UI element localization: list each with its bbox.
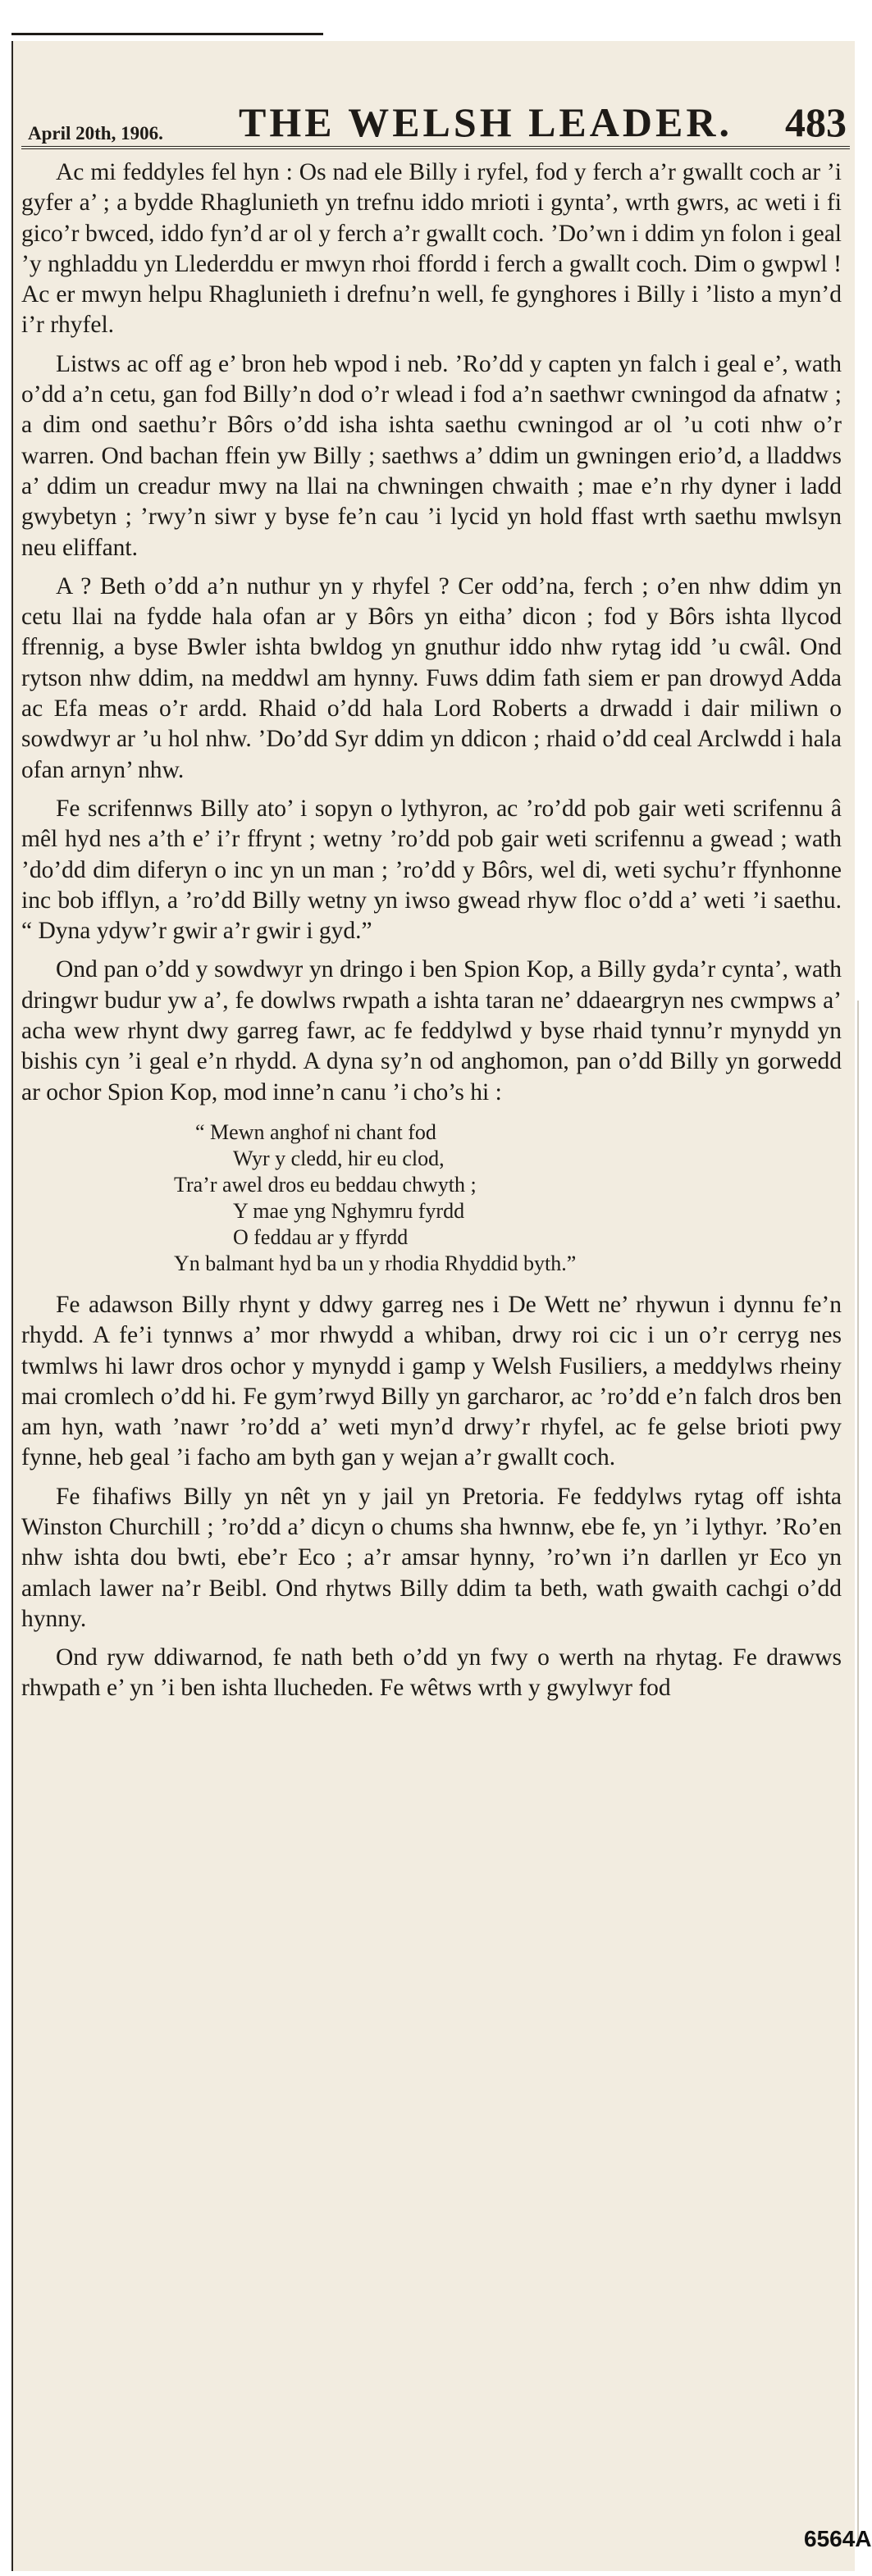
masthead-title: THE WELSH LEADER.: [239, 99, 733, 145]
poem-line: Wyr y cledd, hir eu clod,: [233, 1146, 445, 1170]
poem-line: Yn balmant hyd ba un y rhodia Rhyddid byth.”: [174, 1251, 577, 1275]
article-paragraph: Fe fihafiws Billy yn nêt yn y jail yn Pretoria. Fe feddylws rytag off ishta Winston Churchill ; ’ro’dd a’ dicyn o chums sha hwnnw, ebe fe, yn ’i lythyr. ’Ro’en nhw ishta dou bwti, ebe’r Eco ; a’r amsar hynny, ’ro’wn i’n darllen yr Eco yn amlach lawer na’r Beibl. Ond rhytws Billy ddim ta beth, wath gwaith cachgi o’dd hynny.: [21, 1483, 842, 1632]
poem: [21, 1119, 842, 1277]
article-paragraph: Ac mi feddyles fel hyn : Os nad ele Billy i ryfel, fod y ferch a’r gwallt coch ar ’i gyfer a’ ; a bydde Rhaglunieth yn trefnu iddo mrioti i gynta’, wrth gwrs, ac weti i fi gico’r bwced, iddo fyn’d ar ol y ferch a’r gwallt coch. ’Do’wn i ddim yn folon i geal ’y nghladdu yn Llederddu er mwyn rhoi ffordd i ferch a gwallt coch. Dim o gwpwl ! Ac er mwyn helpu Rhaglunieth i drefnu’n well, fe gynghores i Billy i ’listo a myn’d i’r rhyfel.: [21, 159, 842, 339]
newspaper-clipping: [11, 41, 855, 2571]
poem-line: Tra’r awel dros eu beddau chwyth ;: [174, 1172, 477, 1197]
article-column: [21, 157, 842, 1712]
poem-line: Y mae yng Nghymru fyrdd: [233, 1198, 465, 1223]
masthead-date: April 20th, 1906.: [28, 123, 163, 144]
article-paragraph: Fe adawson Billy rhynt y ddwy garreg nes i De Wett ne’ rhywun i dynnu fe’n rhydd. A fe’i tynnws a’ mor rhwydd a whiban, drwy roi cic i un o’r cerryg nes twmlws hi lawr dros ochor y mynydd i gamp y Welsh Fusiliers, a meddylws rheiny mai cromlech o’dd hi. Fe gym’rwyd Billy yn garcharor, ac ’ro’dd e’n falch dros ben am hyn, wath ’nawr ’ro’dd a’ weti myn’d drwy’r rhyfel, ac fe gelse brioti pwy fynne, heb geal ’i facho am byth gan y wejan a’r gwallt coch.: [21, 1291, 842, 1471]
reference-number: 6564A: [804, 2526, 872, 2551]
poem-line: O feddau ar y ffyrdd: [233, 1224, 409, 1249]
article-paragraph: Ond pan o’dd y sowdwyr yn dringo i ben Spion Kop, a Billy gyda’r cynta’, wath dringwr budur yw a’, fe dowlws rwpath a ishta taran ne’ ddaeargryn nes cwmpws a’ acha wew rhynt dwy garreg fawr, ac fe feddylwd y byse rhaid tynnu’r mynydd yn bishis cyn ’i geal e’n rhydd. A dyna sy’n od anghomon, pan o’dd Billy yn gorwedd ar ochor Spion Kop, mod inne’n canu ’i cho’s hi :: [21, 956, 842, 1106]
masthead: [21, 95, 850, 149]
top-rule: [11, 33, 323, 35]
column-divider: [857, 1001, 859, 2542]
article-paragraph: Listws ac off ag e’ bron heb wpod i neb. ’Ro’dd y capten yn falch i geal e’, wath o’dd a’n cetu, gan fod Billy’n dod o’r wlead i fod a’n saethwr cwningod da afnatw ; a dim ond saethu’r Bôrs o’dd isha ishta saethu cwningod ar ol ’u coti nhw o’r warren. Ond bachan ffein yw Billy ; saethws a’ ddim un gwningen erio’d, a lladdws a’ ddim un creadur mwy na llai na chwningen chwaith ; mae e’n rhy dyner i ladd gwybetyn ; ’rwy’n siwr y byse fe’n cau ’i lycid yn hold ffast wrth saethu mwlsyn neu eliffant.: [21, 350, 842, 561]
article-paragraph: Fe scrifennws Billy ato’ i sopyn o lythyron, ac ’ro’dd pob gair weti scrifennu â mêl hyd nes a’th e’ i’r ffrynt ; wetny ’ro’dd pob gair weti scrifennu a gwead ; wath ’do’dd dim diferyn o inc yn un man ; ’ro’dd y Bôrs, wel di, weti sychu’r ffynhonne inc bob ifflyn, a ’ro’dd Billy wetny yn iwso gwead rhyw floc o’dd a’ weti ’i saethu. “ Dyna ydyw’r gwir a’r gwir i gyd.”: [21, 795, 842, 945]
article-paragraph: Ond ryw ddiwarnod, fe nath beth o’dd yn fwy o werth na rhytag. Fe drawws rhwpath e’ yn ’i ben ishta llucheden. Fe wêtws wrth y gwylwyr fod: [21, 1644, 842, 1702]
masthead-page-number: 483: [785, 99, 847, 145]
article-paragraph: A ? Beth o’dd a’n nuthur yn y rhyfel ? Cer odd’na, ferch ; o’en nhw ddim yn cetu llai na fydde hala ofan ar y Bôrs yn eitha’ dicon ; fod y Bôrs ishta llycod ffrennig, a byse Bwler ishta bwldog yn gnuthur iddo nhw rytag idd ’u cwâl. Ond rytson nhw ddim, na meddwl am hynny. Fuws ddim fath siem er pan drowyd Adda ac Efa meas o’r ardd. Rhaid o’dd hala Lord Roberts a drwadd i dair miliwn o sowdwyr ar ’u hol nhw. ’Do’dd Syr ddim yn ddicon ; rhaid o’dd ceal Arclwdd i hala ofan arnyn’ nhw.: [21, 572, 842, 783]
poem-line: “ Mewn anghof ni chant fod: [195, 1119, 436, 1144]
